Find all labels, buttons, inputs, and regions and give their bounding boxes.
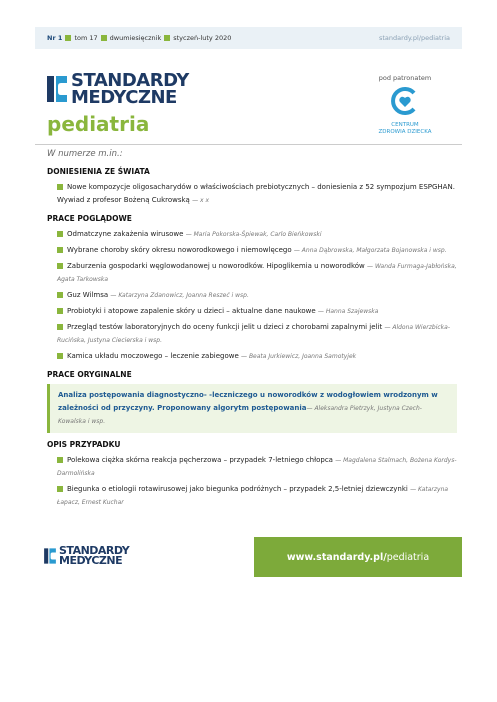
- square-bullet-icon: [101, 35, 107, 41]
- square-bullet-icon: [57, 324, 63, 330]
- featured-title: Analiza postępowania diagnostyczno- -leczniczego u noworodków z wodogłowiem wrodzonym w zależności od przyczyny. Proponowany algorytm postępowania: [58, 391, 438, 412]
- logo-line-1: STANDARDY: [71, 70, 189, 91]
- patronage-label: pod patronatem: [378, 74, 432, 82]
- footer-logo-line-1: STANDARDY: [59, 544, 130, 557]
- item-title: Kamica układu moczowego – leczenie zabiegowe: [67, 352, 239, 360]
- item-author: — Magdalena Stalmach, Bożena Kordys-Darmolińska: [57, 457, 457, 477]
- toc-item[interactable]: [47, 228, 457, 241]
- section-title: OPIS PRZYPADKU: [47, 440, 121, 449]
- toc-item[interactable]: [47, 454, 457, 480]
- square-bullet-icon: [57, 292, 63, 298]
- issue-date: styczeń-luty 2020: [173, 34, 232, 42]
- toc-item[interactable]: [47, 350, 457, 363]
- item-author: — Beata Jurkiewicz, Joanna Samotyjek: [241, 353, 357, 360]
- toc-item[interactable]: [47, 289, 457, 302]
- square-bullet-icon: [65, 35, 71, 41]
- square-bullet-icon: [57, 184, 63, 190]
- frequency: dwumiesięcznik: [109, 34, 162, 42]
- patronage-block: [350, 74, 460, 136]
- toc-item[interactable]: [47, 181, 457, 207]
- toc-intro: W numerze m.in.:: [47, 149, 123, 159]
- toc-item[interactable]: [47, 260, 457, 286]
- square-bullet-icon: [164, 35, 170, 41]
- item-title: Probiotyki i atopowe zapalenie skóry u dzieci – aktualne dane naukowe: [67, 307, 316, 315]
- logo-mark-icon: [44, 546, 56, 566]
- toc-item[interactable]: [47, 244, 457, 257]
- item-author: — Katarzyna Łapacz, Ernest Kuchar: [57, 486, 449, 506]
- patronage-org-line-1: CENTRUM: [391, 122, 419, 128]
- featured-author: — Aleksandra Pietrzyk, Justyna Czech-Kowalska i wsp.: [58, 405, 422, 425]
- item-title: Guz Wilmsa: [67, 291, 109, 299]
- item-author: — Hanna Szajewska: [317, 308, 379, 315]
- section-title: PRACE ORYGINALNE: [47, 370, 132, 379]
- square-bullet-icon: [57, 231, 63, 237]
- volume: tom 17: [74, 34, 98, 42]
- square-bullet-icon: [57, 457, 63, 463]
- footer-logo-line-2: MEDYCZNE: [59, 554, 123, 568]
- item-title: Odmatczyne zakażenia wirusowe: [67, 230, 184, 238]
- czd-heart-logo-icon: [390, 86, 420, 116]
- logo-mark-icon: [47, 72, 67, 106]
- table-of-contents: [47, 149, 457, 512]
- item-title: Nowe kompozycje oligosacharydów o właściwościach prebiotycznych – doniesienia z 52 sympozjum ESPGHAN. Wywiad z profesor Bożeną Cukrowską: [57, 183, 455, 204]
- section-title: DONIESIENIA ZE ŚWIATA: [47, 167, 150, 176]
- footer-url-banner[interactable]: [254, 537, 462, 577]
- toc-item[interactable]: [47, 483, 457, 509]
- item-title: Wybrane choroby skóry okresu noworodkowego i niemowlęcego: [67, 246, 292, 254]
- footer-logo: [44, 546, 129, 567]
- divider: [35, 144, 462, 145]
- item-author: — Wanda Furmaga-Jabłońska, Agata Tarkowska: [57, 263, 457, 283]
- logo-line-2: MEDYCZNE: [71, 87, 177, 109]
- featured-article[interactable]: [47, 384, 457, 433]
- patronage-org-line-2: ZDROWIA DZIECKA: [378, 129, 432, 136]
- square-bullet-icon: [57, 247, 63, 253]
- item-title: Polekowa ciężka skórna reakcja pęcherzowa – przypadek 7-letniego chłopca: [67, 456, 333, 464]
- item-author: — Anna Dąbrowska, Małgorzata Bojanowska i wsp.: [293, 247, 447, 254]
- issue-number: Nr 1: [47, 34, 63, 42]
- issue-header-bar: [35, 27, 462, 49]
- toc-item[interactable]: [47, 321, 457, 347]
- square-bullet-icon: [57, 486, 63, 492]
- item-title: Zaburzenia gospodarki węglowodanowej u noworodków. Hipoglikemia u noworodków: [67, 262, 365, 270]
- footer-url-sub: pediatria: [386, 551, 430, 563]
- standardy-medyczne-logo: [47, 70, 189, 109]
- toc-item[interactable]: [47, 305, 457, 318]
- square-bullet-icon: [57, 353, 63, 359]
- item-author: — Aldona Wierzbicka-Rucińska, Justyna Ciecierska i wsp.: [57, 324, 450, 344]
- journal-title: pediatria: [47, 112, 150, 136]
- header-url[interactable]: standardy.pl/pediatria: [379, 34, 450, 42]
- square-bullet-icon: [57, 308, 63, 314]
- item-author: — x x: [192, 197, 209, 204]
- issue-meta: [47, 34, 231, 42]
- item-author: — Maria Pokorska-Śpiewak, Carlo Bieńkowski: [185, 231, 322, 238]
- item-title: Biegunka o etiologii rotawirusowej jako biegunka podróżnych – przypadek 2,5-letniej dziewczynki: [67, 485, 408, 493]
- item-title: Przegląd testów laboratoryjnych do oceny funkcji jelit u dzieci z chorobami zapalnymi jelit: [67, 323, 383, 331]
- section-title: PRACE POGLĄDOWE: [47, 214, 132, 223]
- item-author: — Katarzyna Zdanowicz, Joanna Reszeć i wsp.: [110, 292, 249, 299]
- square-bullet-icon: [57, 263, 63, 269]
- footer-url-main: www.standardy.pl/: [286, 551, 387, 563]
